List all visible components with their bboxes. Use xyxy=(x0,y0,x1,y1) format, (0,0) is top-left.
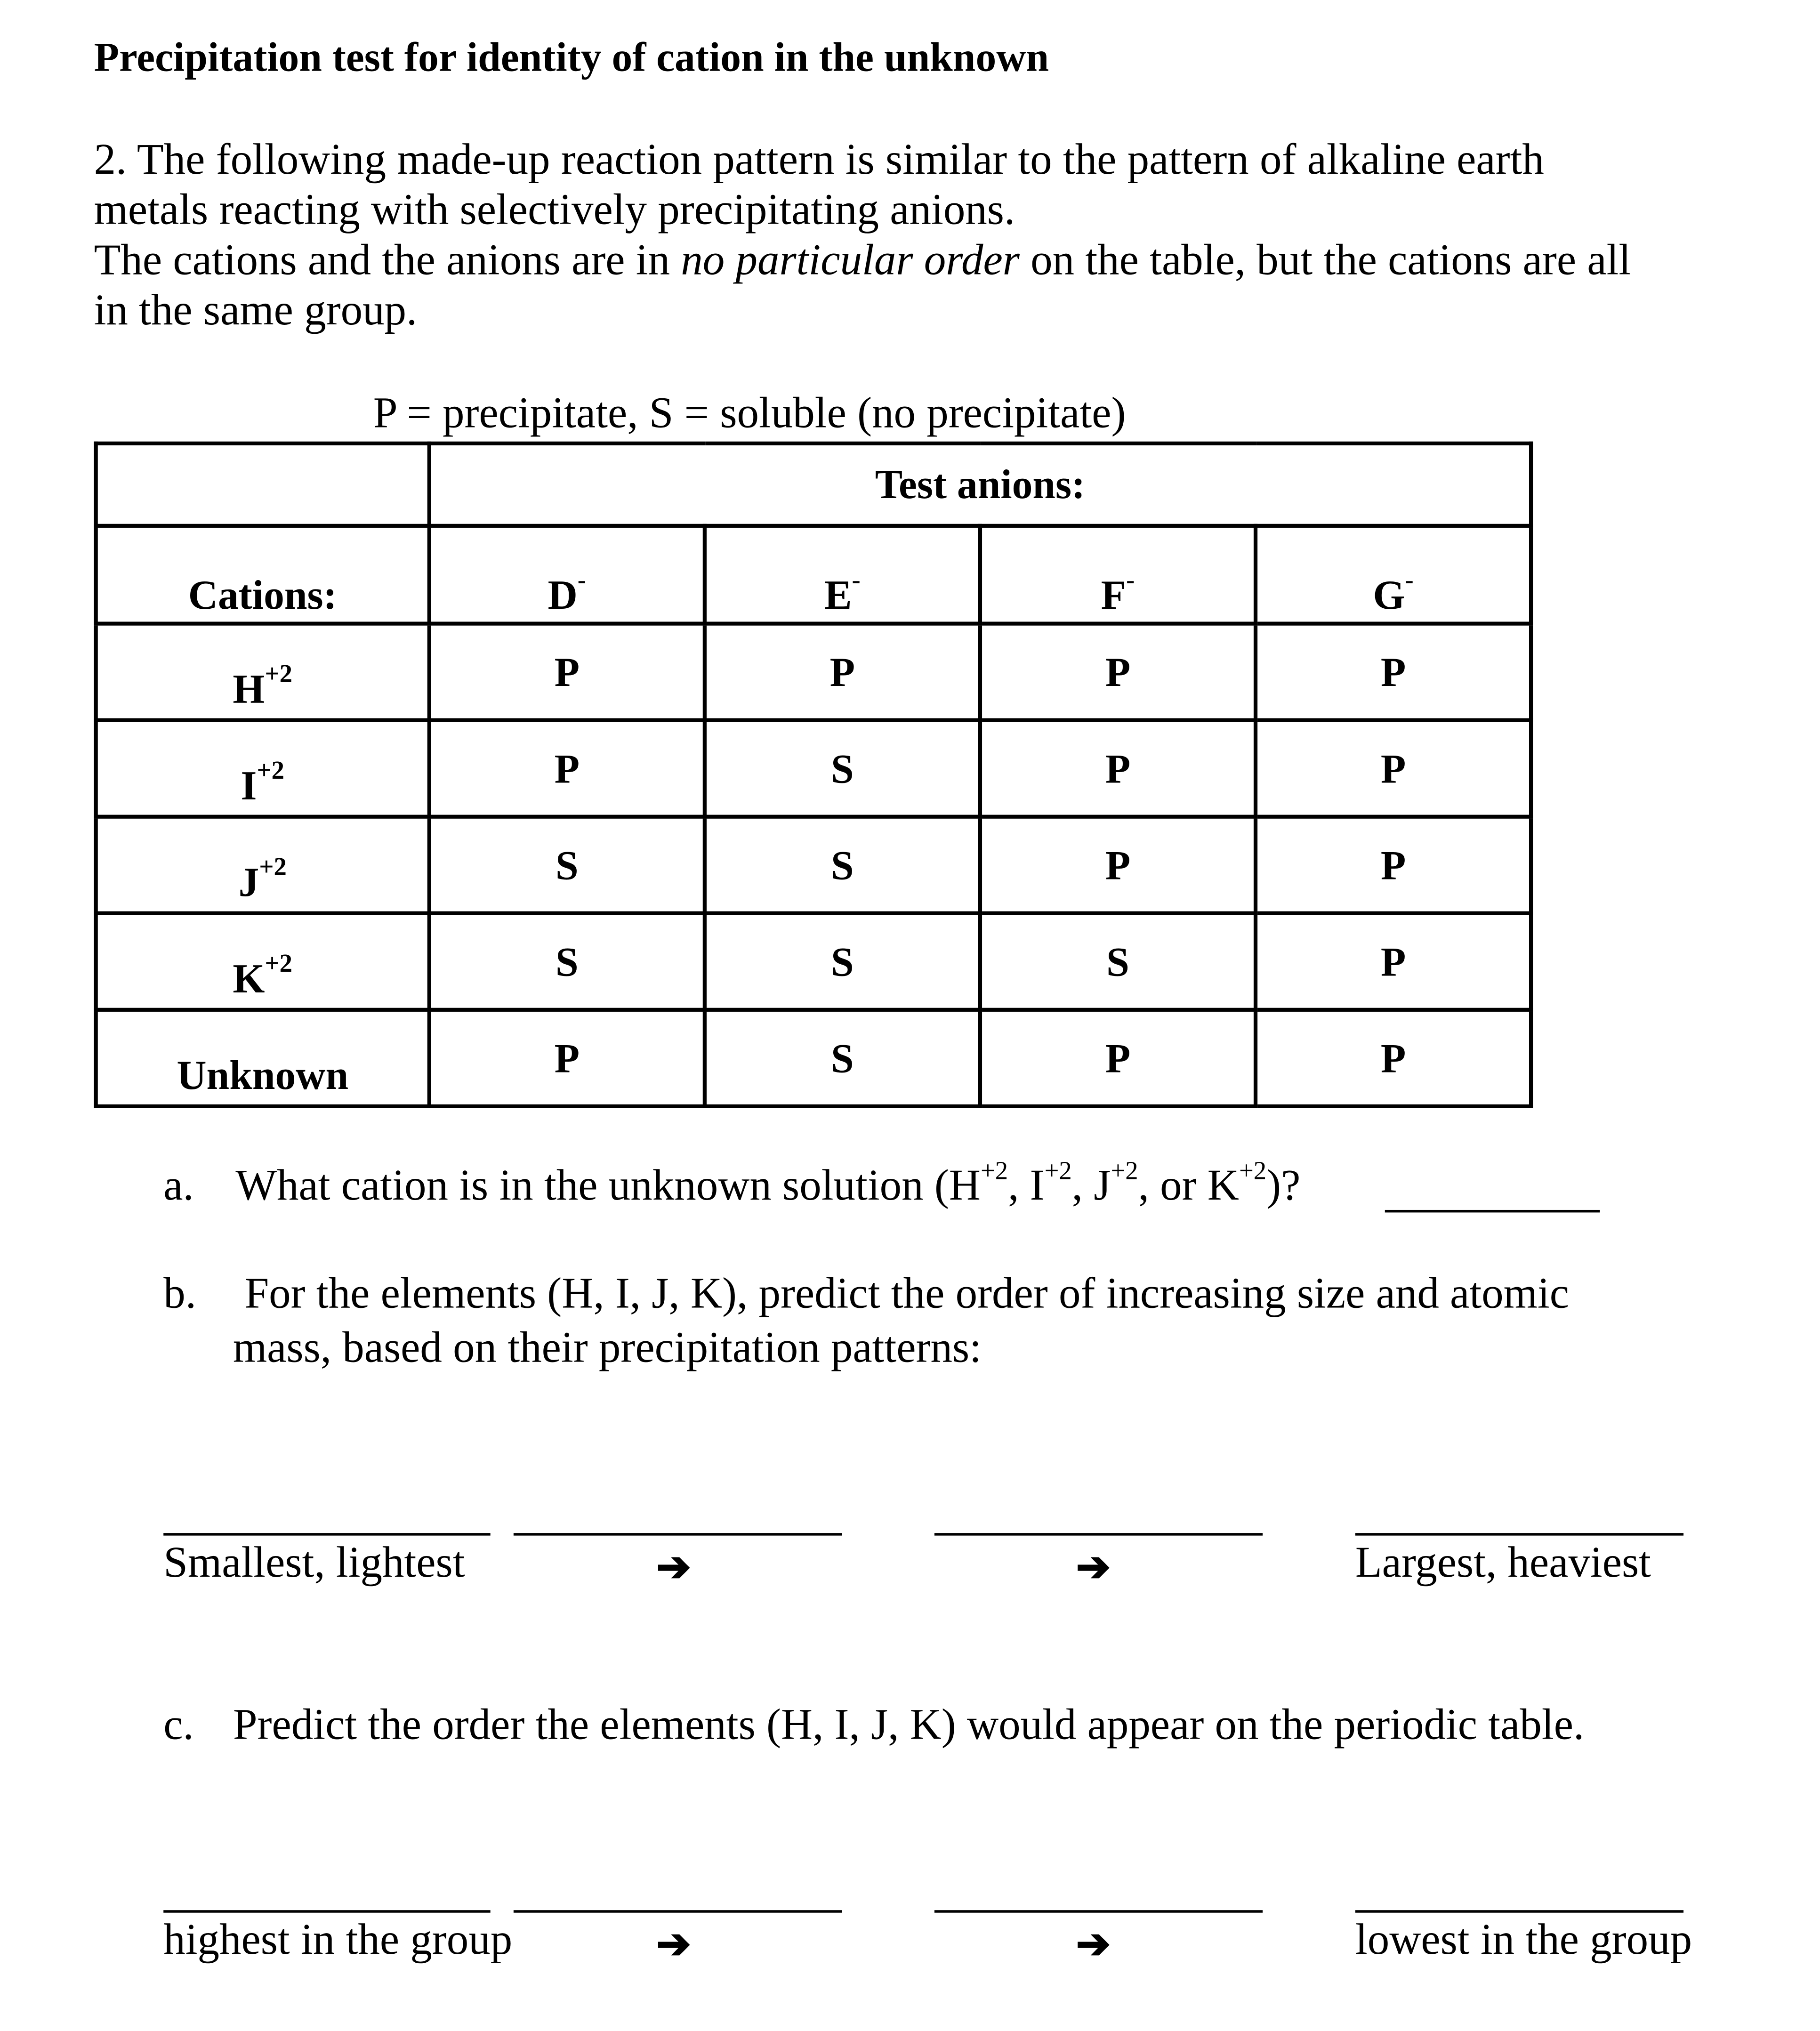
table-row xyxy=(96,624,1531,720)
result-cell: P xyxy=(980,817,1256,913)
intro-emphasis: no particular order xyxy=(681,237,1020,285)
anion-header-G: G- xyxy=(1256,526,1531,624)
result-cell: P xyxy=(980,1010,1256,1106)
question-b-line-1: For the elements (H, I, J, K), predict the order of increasing size and atomic xyxy=(244,1270,1570,1318)
answer-c-blank-2[interactable] xyxy=(514,1910,842,1912)
result-cell: S xyxy=(429,817,705,913)
intro-line-1: 2. The following made-up reaction pattern is similar to the pattern of alkaline earth xyxy=(94,136,1544,184)
answer-a-blank[interactable] xyxy=(1385,1210,1600,1212)
result-cell: S xyxy=(705,720,980,817)
answer-b-blank-1[interactable] xyxy=(163,1533,490,1535)
test-anions-header: Test anions: xyxy=(429,443,1531,526)
result-cell: P xyxy=(705,624,980,720)
question-b-line-2: mass, based on their precipitation patterns: xyxy=(233,1324,982,1372)
answer-b-blank-4[interactable] xyxy=(1355,1533,1683,1535)
result-cell: S xyxy=(429,913,705,1010)
precipitation-table xyxy=(94,442,1533,1108)
intro-line-4: in the same group. xyxy=(94,287,418,335)
intro-line-3 xyxy=(94,235,1631,287)
arrow-right-icon: ➔ xyxy=(1076,1920,1111,1967)
cation-cell: $J^{+2}$ xyxy=(96,817,429,913)
intro-text: on the table, but the cations are all xyxy=(1019,237,1631,285)
table-row xyxy=(96,913,1531,1010)
result-cell: S xyxy=(980,913,1256,1010)
result-cell: P xyxy=(429,1010,705,1106)
answer-b-blank-2[interactable] xyxy=(514,1533,842,1535)
highest-label: highest in the group xyxy=(163,1916,513,1965)
result-cell: P xyxy=(429,720,705,817)
largest-label: Largest, heaviest xyxy=(1355,1539,1651,1588)
question-b-label: b. xyxy=(163,1270,196,1318)
arrow-right-icon: ➔ xyxy=(656,1920,691,1967)
cation-cell: Unknown xyxy=(96,1010,429,1106)
result-cell: S xyxy=(705,1010,980,1106)
question-label: a. xyxy=(163,1162,194,1210)
result-cell: P xyxy=(429,624,705,720)
lowest-label: lowest in the group xyxy=(1355,1916,1692,1965)
question-a-text: What cation is in the unknown solution ($H^{+2}$, $I^{+2}$, $J^{+2}$, or $K^{+2}$)? xyxy=(235,1157,1301,1210)
result-cell: S xyxy=(705,817,980,913)
answer-c-blank-1[interactable] xyxy=(163,1910,490,1912)
arrow-right-icon: ➔ xyxy=(1076,1543,1111,1590)
table-row xyxy=(96,720,1531,817)
cation-cell: $I^{+2}$ xyxy=(96,720,429,817)
question-a xyxy=(163,1157,1301,1211)
result-cell: P xyxy=(980,720,1256,817)
answer-c-blank-4[interactable] xyxy=(1355,1910,1683,1912)
result-cell: P xyxy=(980,624,1256,720)
anion-header-E: E- xyxy=(705,526,980,624)
table-legend: P = precipitate, S = soluble (no precipitate) xyxy=(373,390,1126,438)
anion-header-F: F- xyxy=(980,526,1256,624)
cation-cell: $K^{+2}$ xyxy=(96,913,429,1010)
table-row xyxy=(96,1010,1531,1106)
arrow-right-icon: ➔ xyxy=(656,1543,691,1590)
intro-text: The cations and the anions are in xyxy=(94,237,681,285)
result-cell: P xyxy=(1256,624,1531,720)
table-row xyxy=(96,817,1531,913)
cations-label: Cations: xyxy=(96,526,429,624)
answer-b-blank-3[interactable] xyxy=(934,1533,1263,1535)
result-cell: S xyxy=(705,913,980,1010)
anion-header-D: D- xyxy=(429,526,705,624)
result-cell: P xyxy=(1256,1010,1531,1106)
question-c-text: Predict the order the elements (H, I, J, K) would appear on the periodic table. xyxy=(233,1701,1585,1749)
smallest-label: Smallest, lightest xyxy=(163,1539,465,1588)
empty-corner-cell xyxy=(96,443,429,526)
intro-line-2: metals reacting with selectively precipitating anions. xyxy=(94,186,1015,234)
result-cell: P xyxy=(1256,913,1531,1010)
result-cell: P xyxy=(1256,817,1531,913)
answer-c-blank-3[interactable] xyxy=(934,1910,1263,1912)
cation-cell: $H^{+2}$ xyxy=(96,624,429,720)
result-cell: P xyxy=(1256,720,1531,817)
page-title: Precipitation test for identity of cation in the unknown xyxy=(94,33,1049,80)
question-c-label: c. xyxy=(163,1701,194,1749)
